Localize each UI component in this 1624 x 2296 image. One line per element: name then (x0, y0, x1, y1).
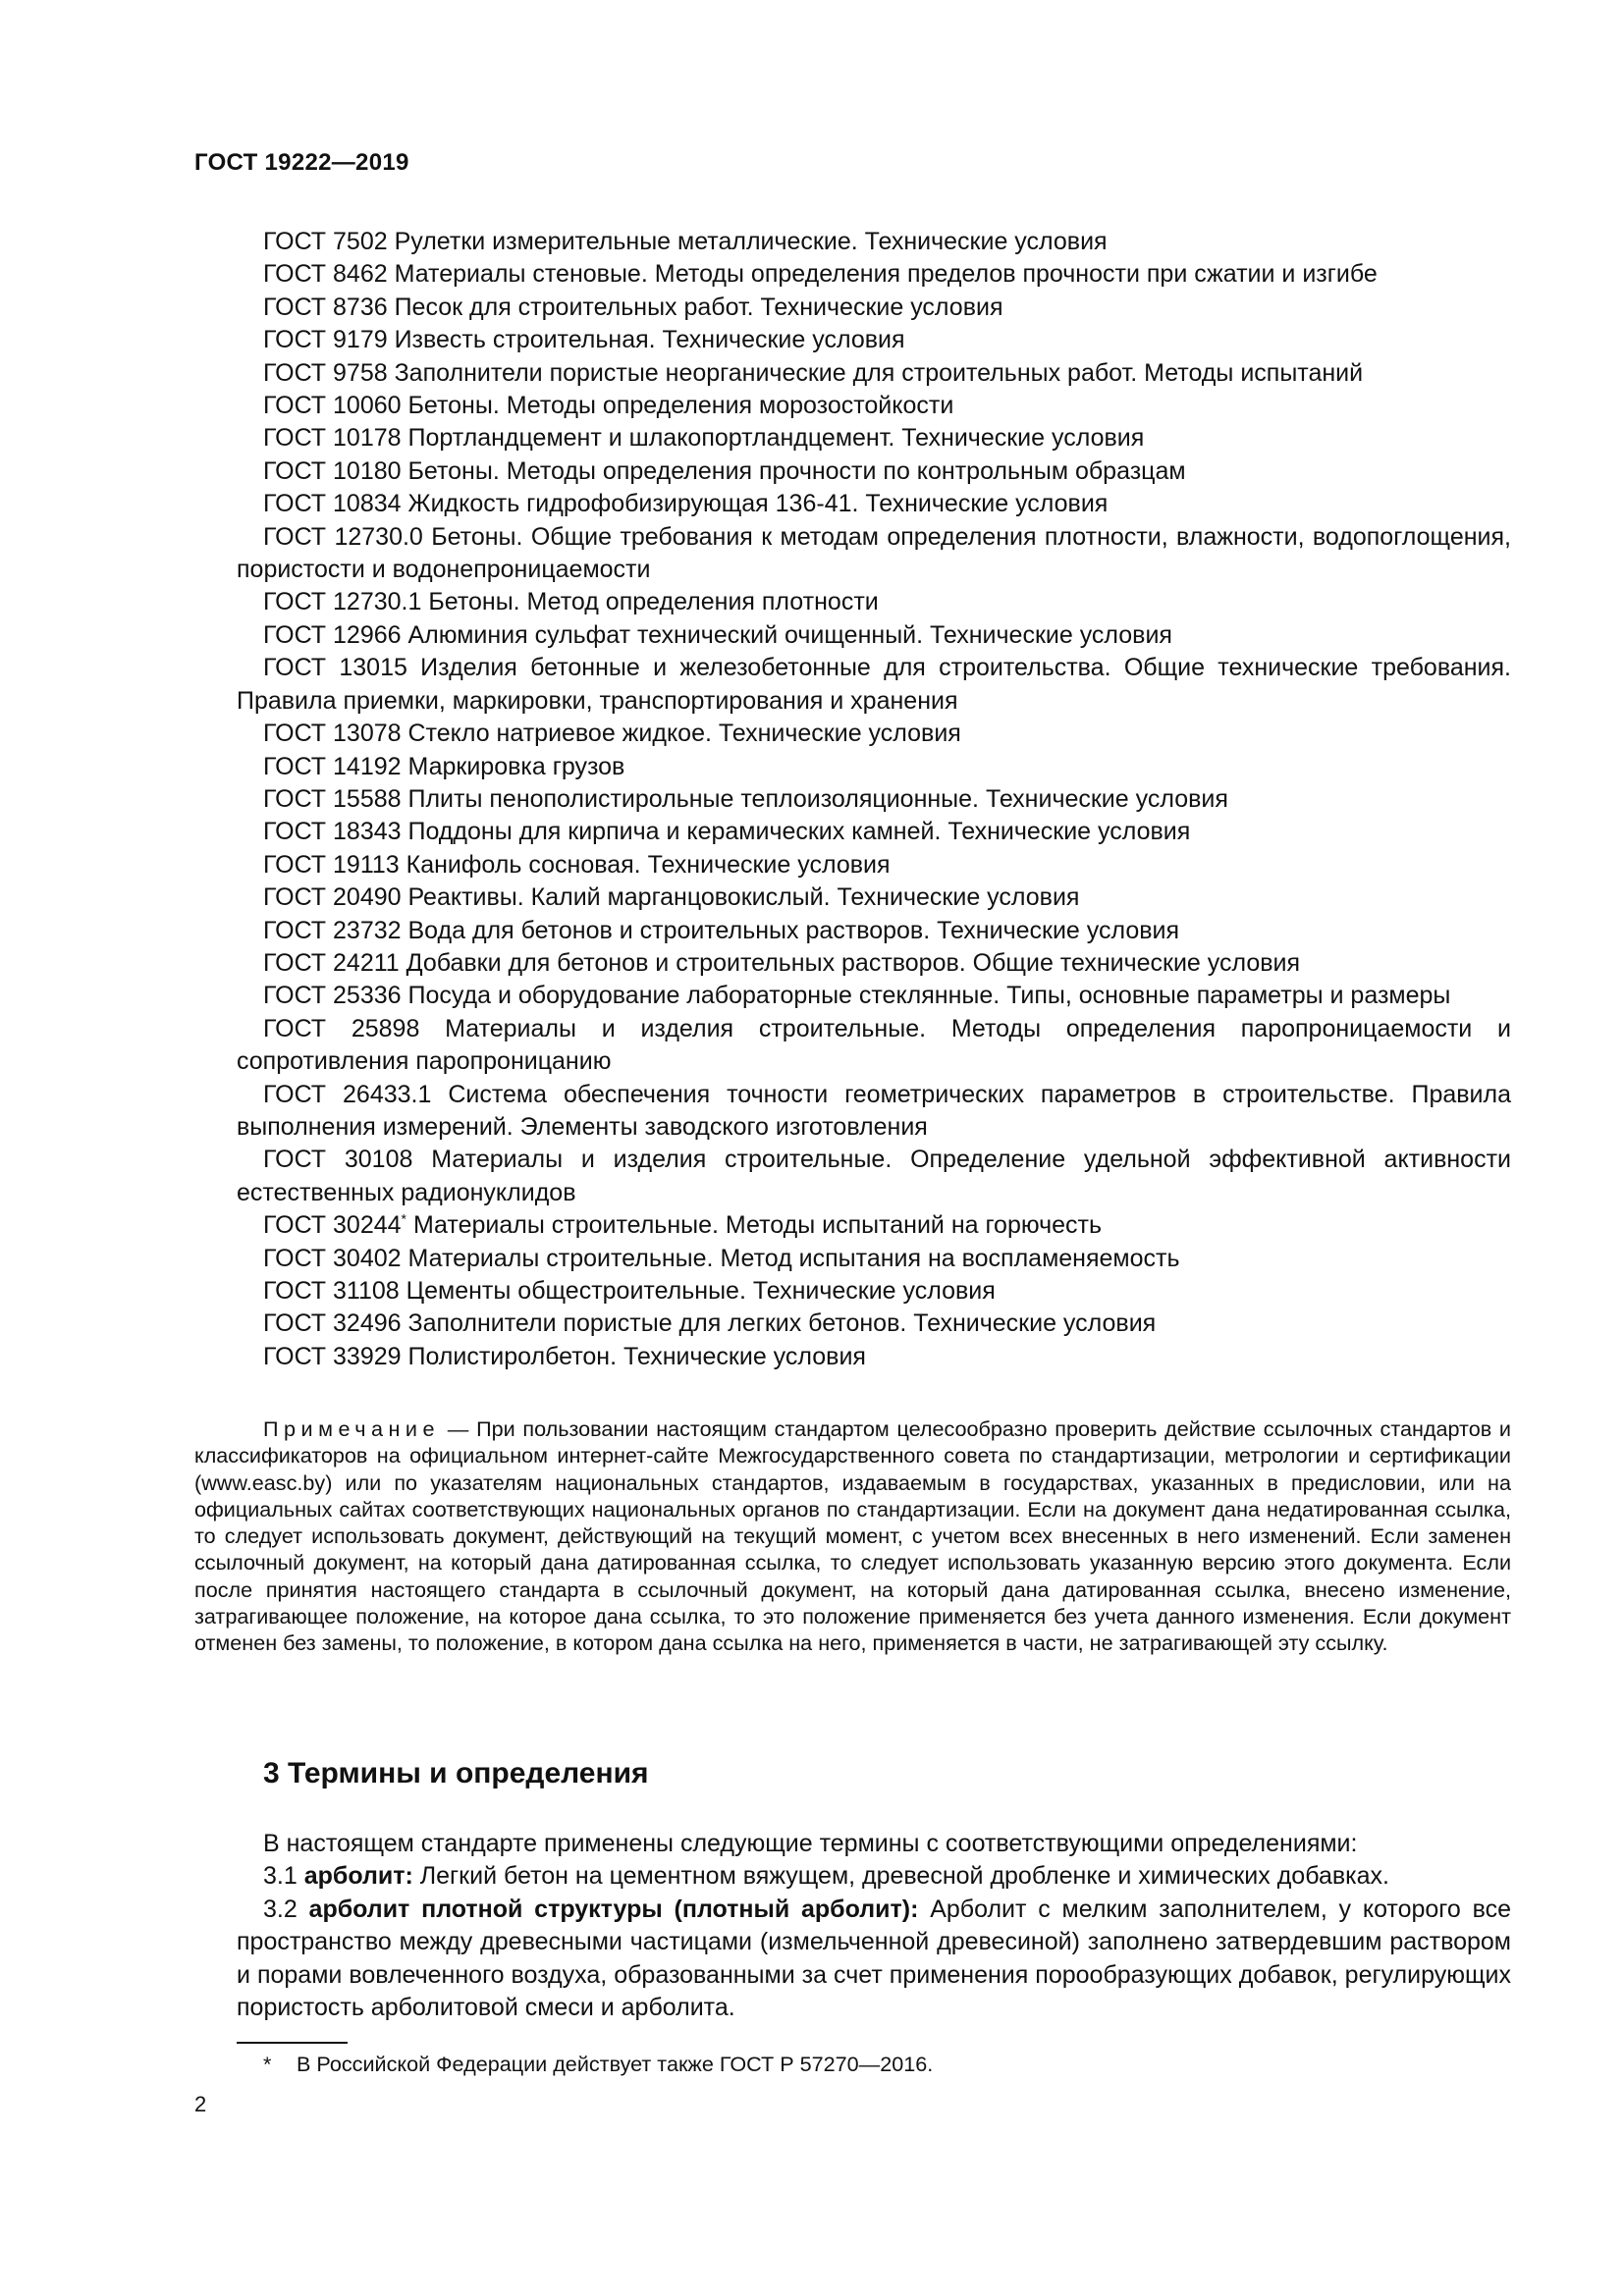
reference-item: ГОСТ 12730.0 Бетоны. Общие требования к методам определения плотности, влажности, водопоглощения, пористости и водонепроницаемости (237, 522, 1511, 584)
reference-item: ГОСТ 33929 Полистиролбетон. Технические условия (263, 1342, 866, 1370)
reference-item: ГОСТ 26433.1 Система обеспечения точности геометрических параметров в строительстве. Правила выполнения измерений. Элементы заводского изготовления (237, 1080, 1511, 1141)
terms-section (237, 1828, 1511, 2024)
reference-item: ГОСТ 13015 Изделия бетонные и железобетонные для строительства. Общие технические требования. Правила приемки, маркировки, транспортирования и хранения (237, 654, 1511, 715)
reference-item: ГОСТ 10178 Портландцемент и шлакопортландцемент. Технические условия (263, 424, 1145, 453)
reference-item: ГОСТ 9758 Заполнители пористые неорганические для строительных работ. Методы испытаний (263, 358, 1364, 387)
reference-item: ГОСТ 24211 Добавки для бетонов и строительных растворов. Общие технические условия (263, 948, 1301, 977)
reference-item: ГОСТ 23732 Вода для бетонов и строительных растворов. Технические условия (263, 916, 1180, 944)
footnote-text: В Российской Федерации действует также ГОСТ Р 57270—2016. (297, 2052, 934, 2076)
term-text: Арболит с мелким заполнителем, у которого все пространство между древесными частицами (измельченной древесиной) заполнено затвердевшим раствором и порами вовлеченного воздуха, образованными за счет применения порообразующих добавок, регулирующих пористость арболитовой смеси и арболита. (237, 1895, 1511, 2022)
reference-item: ГОСТ 30108 Материалы и изделия строительные. Определение удельной эффективной активности естественных радионуклидов (237, 1146, 1511, 1206)
document-code-header: ГОСТ 19222—2019 (194, 149, 409, 176)
reference-title: Материалы строительные. Методы испытаний на горючесть (406, 1211, 1102, 1240)
reference-item: ГОСТ 13078 Стекло натриевое жидкое. Технические условия (263, 720, 961, 748)
section-heading: 3 Термины и определения (263, 1757, 649, 1789)
term-name: арболит плотной структуры (плотный арболит): (308, 1895, 919, 1923)
term-number: 3.1 (263, 1862, 304, 1891)
footnote-mark: * (401, 1210, 406, 1227)
normative-references-list (237, 226, 1511, 1373)
note-label: Примечание (263, 1416, 440, 1441)
reference-item: ГОСТ 31108 Цементы общестроительные. Технические условия (263, 1277, 996, 1305)
reference-item: ГОСТ 10180 Бетоны. Методы определения прочности по контрольным образцам (263, 456, 1186, 485)
reference-item: ГОСТ 12966 Алюминия сульфат технический очищенный. Технические условия (263, 620, 1172, 649)
reference-item: ГОСТ 30402 Материалы строительные. Метод испытания на воспламеняемость (263, 1244, 1180, 1272)
note-text: — При пользовании настоящим стандартом целесообразно проверить действие ссылочных стандартов и классификаторов на официальном интернет-сайте Межгосударственного совета по стандартизации, метрологии и сертификации (www.easc.by) или по указателям национальных стандартов, издаваемым в государствах, указанных в предисловии, или на официальных сайтах соответствующих национальных органов по стандартизации. Если на документ дана недатированная ссылка, то следует использовать документ, действующий на текущий момент, с учетом всех внесенных в него изменений. Если заменен ссылочный документ, на который дана датированная ссылка, то следует использовать указанную версию этого документа. Если после принятия настоящего стандарта в ссылочный документ, на который дана датированная ссылка, внесено изменение, затрагивающее положение, на которое дана ссылка, то это положение применяется без учета данного изменения. Если документ отменен без замены, то положение, в котором дана ссылка на него, применяется в части, не затрагивающей эту ссылку. (194, 1416, 1511, 1656)
reference-item: ГОСТ 25336 Посуда и оборудование лабораторные стеклянные. Типы, основные параметры и размеры (263, 982, 1451, 1010)
terms-intro: В настоящем стандарте применены следующие термины с соответствующими определениями: (263, 1830, 1358, 1857)
term-text: Легкий бетон на цементном вяжущем, древесной дробленке и химических добавках. (412, 1862, 1389, 1891)
reference-item: ГОСТ 12730.1 Бетоны. Метод определения плотности (263, 588, 879, 616)
reference-item: ГОСТ 8462 Материалы стеновые. Методы определения пределов прочности при сжатии и изгибе (263, 260, 1378, 289)
reference-item: ГОСТ 19113 Канифоль сосновая. Технические условия (263, 850, 891, 879)
footnote-star: * (263, 2052, 272, 2076)
reference-item-with-footnote (237, 1209, 1511, 1242)
page-number: 2 (194, 2092, 207, 2116)
reference-item: ГОСТ 7502 Рулетки измерительные металлические. Технические условия (263, 228, 1108, 255)
reference-item: ГОСТ 18343 Поддоны для кирпича и керамических камней. Технические условия (263, 818, 1191, 846)
reference-item: ГОСТ 20490 Реактивы. Калий марганцовокислый. Технические условия (263, 883, 1080, 912)
reference-item: ГОСТ 25898 Материалы и изделия строительные. Методы определения паропроницаемости и сопротивления паропроницанию (237, 1014, 1511, 1076)
footnote (263, 2052, 933, 2077)
reference-item: ГОСТ 14192 Маркировка грузов (263, 752, 625, 780)
term-definition (237, 1860, 1511, 1893)
reference-item: ГОСТ 32496 Заполнители пористые для легких бетонов. Технические условия (263, 1309, 1157, 1338)
reference-item: ГОСТ 9179 Известь строительная. Технические условия (263, 326, 905, 354)
reference-item: ГОСТ 15588 Плиты пенополистирольные теплоизоляционные. Технические условия (263, 784, 1228, 813)
reference-code: ГОСТ 30244 (263, 1211, 402, 1240)
term-name: арболит: (303, 1862, 413, 1891)
reference-item: ГОСТ 10834 Жидкость гидрофобизирующая 136-41. Технические условия (263, 490, 1109, 518)
footnote-divider (237, 2042, 348, 2044)
term-definition (237, 1894, 1511, 2025)
term-number: 3.2 (263, 1895, 309, 1923)
reference-item: ГОСТ 8736 Песок для строительных работ. Технические условия (263, 293, 1003, 321)
reference-item: ГОСТ 10060 Бетоны. Методы определения морозостойкости (263, 392, 954, 420)
note-paragraph (194, 1415, 1511, 1657)
